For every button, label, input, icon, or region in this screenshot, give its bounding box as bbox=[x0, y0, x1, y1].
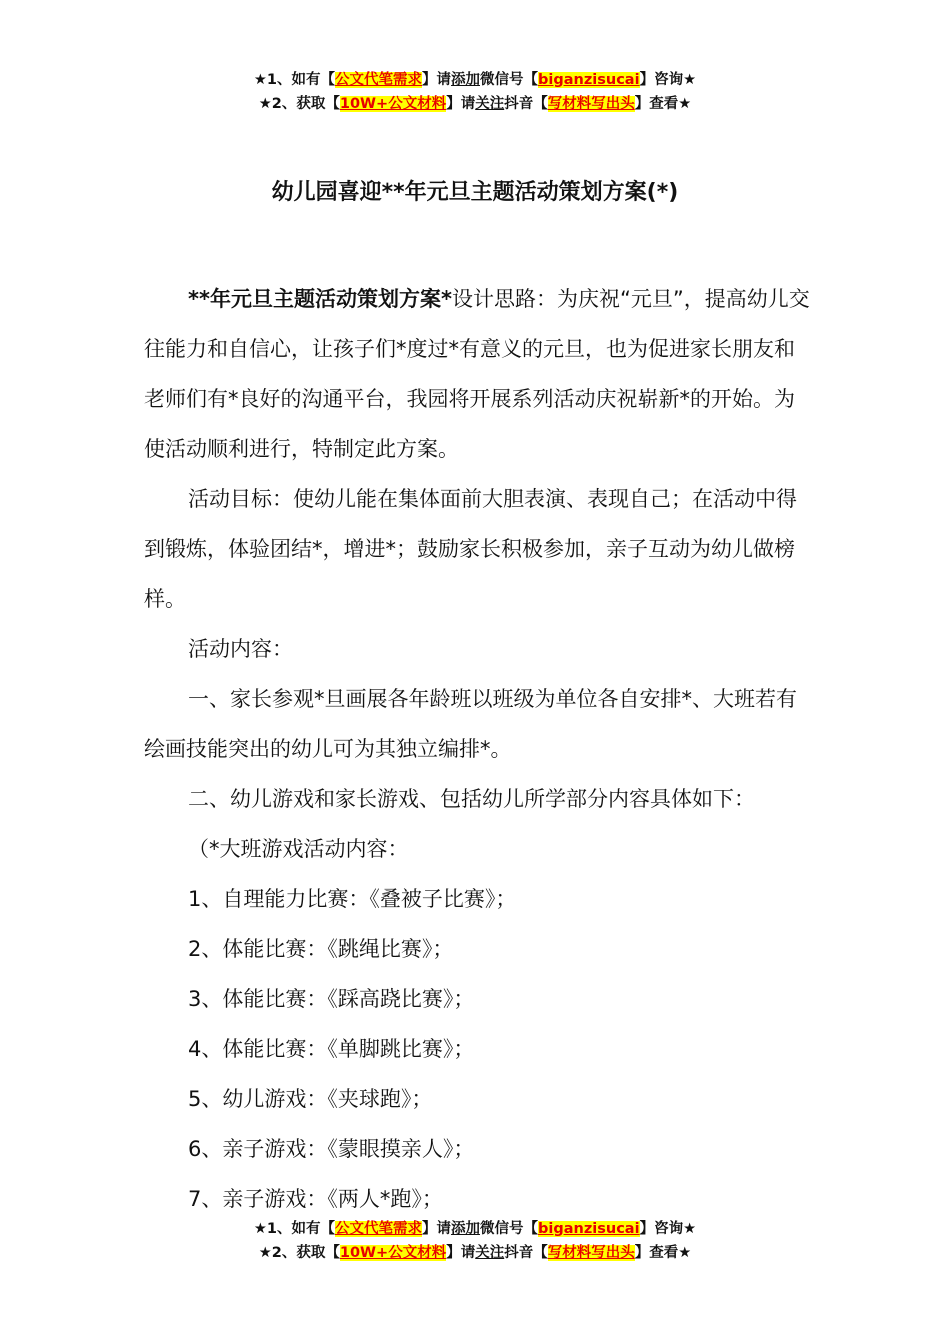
materials-highlight: 10W+公文材料 bbox=[339, 96, 447, 112]
banner-text: 】请 bbox=[446, 1245, 476, 1261]
banner-line-2 bbox=[0, 92, 950, 116]
big-class-label: （*大班游戏活动内容： bbox=[188, 837, 409, 861]
wechat-id-highlight: biganzisucai bbox=[538, 72, 640, 88]
list-item: 5、幼儿游戏：《夹球跑》； bbox=[188, 1087, 433, 1111]
intro-heading: **年元旦主题活动策划方案* bbox=[188, 287, 452, 311]
banner-text: 】咨询★ bbox=[639, 1221, 697, 1237]
douyin-highlight: 写材料写出头 bbox=[547, 96, 635, 112]
banner-text: ★1、如有【 bbox=[253, 72, 336, 88]
list-item: 3、体能比赛：《踩高跷比赛》； bbox=[188, 987, 475, 1011]
service-highlight: 公文代笔需求 bbox=[335, 72, 423, 88]
list-item: 7、亲子游戏：《两人*跑》； bbox=[188, 1187, 443, 1211]
list-item: 2、体能比赛：《跳绳比赛》； bbox=[188, 937, 454, 961]
service-highlight: 公文代笔需求 bbox=[335, 1221, 423, 1237]
document-body bbox=[144, 274, 810, 1224]
banner-text: 】查看★ bbox=[634, 96, 692, 112]
banner-text: 关注 bbox=[475, 1245, 505, 1261]
banner-text: 添加 bbox=[451, 1221, 481, 1237]
wechat-id-highlight: biganzisucai bbox=[538, 1221, 640, 1237]
banner-line-1 bbox=[0, 1217, 950, 1241]
banner-text: 】请 bbox=[446, 96, 476, 112]
banner-text: 微信号【 bbox=[480, 72, 539, 88]
document-title: 幼儿园喜迎**年元旦主题活动策划方案(*) bbox=[271, 180, 679, 205]
intro-text: 设计思路：为庆祝“元旦”，提高幼儿交往能力和自信心，让孩子们*度过*有意义的元旦，也为促进家长朋友和老师们有*良好的沟通平台，我园将开展系列活动庆祝崭新*的开始。为使活动顺利进行，特制定此方案。 bbox=[144, 287, 810, 461]
banner-text: ★2、获取【 bbox=[258, 96, 340, 112]
materials-highlight: 10W+公文材料 bbox=[339, 1245, 447, 1261]
banner-line-1 bbox=[0, 68, 950, 92]
banner-text: 】请 bbox=[422, 72, 452, 88]
banner-text: 】查看★ bbox=[634, 1245, 692, 1261]
banner-text: ★2、获取【 bbox=[258, 1245, 340, 1261]
goal-paragraph: 活动目标：使幼儿能在集体面前大胆表演、表现自己；在活动中得到锻炼，体验团结*，增进*；鼓励家长积极参加，亲子互动为幼儿做榜样。 bbox=[144, 487, 797, 611]
header-banner bbox=[0, 68, 950, 116]
footer-banner bbox=[0, 1217, 950, 1265]
content-label: 活动内容： bbox=[188, 637, 293, 661]
list-item: 1、自理能力比赛：《叠被子比赛》； bbox=[188, 887, 517, 911]
banner-text: ★1、如有【 bbox=[253, 1221, 336, 1237]
banner-text: 抖音【 bbox=[504, 96, 548, 112]
intro-paragraph bbox=[144, 274, 810, 474]
douyin-highlight: 写材料写出头 bbox=[547, 1245, 635, 1261]
banner-text: 微信号【 bbox=[480, 1221, 539, 1237]
banner-line-2 bbox=[0, 1241, 950, 1265]
banner-text: 关注 bbox=[475, 96, 505, 112]
banner-text: 】咨询★ bbox=[639, 72, 697, 88]
banner-text: 抖音【 bbox=[504, 1245, 548, 1261]
part-one-paragraph: 一、家长参观*旦画展各年龄班以班级为单位各自安排*、大班若有绘画技能突出的幼儿可为其独立编排*。 bbox=[144, 687, 797, 761]
list-item: 6、亲子游戏：《蒙眼摸亲人》； bbox=[188, 1137, 475, 1161]
banner-text: 添加 bbox=[451, 72, 481, 88]
list-item: 4、体能比赛：《单脚跳比赛》； bbox=[188, 1037, 475, 1061]
banner-text: 】请 bbox=[422, 1221, 452, 1237]
part-two-paragraph: 二、幼儿游戏和家长游戏、包括幼儿所学部分内容具体如下： bbox=[188, 787, 755, 811]
